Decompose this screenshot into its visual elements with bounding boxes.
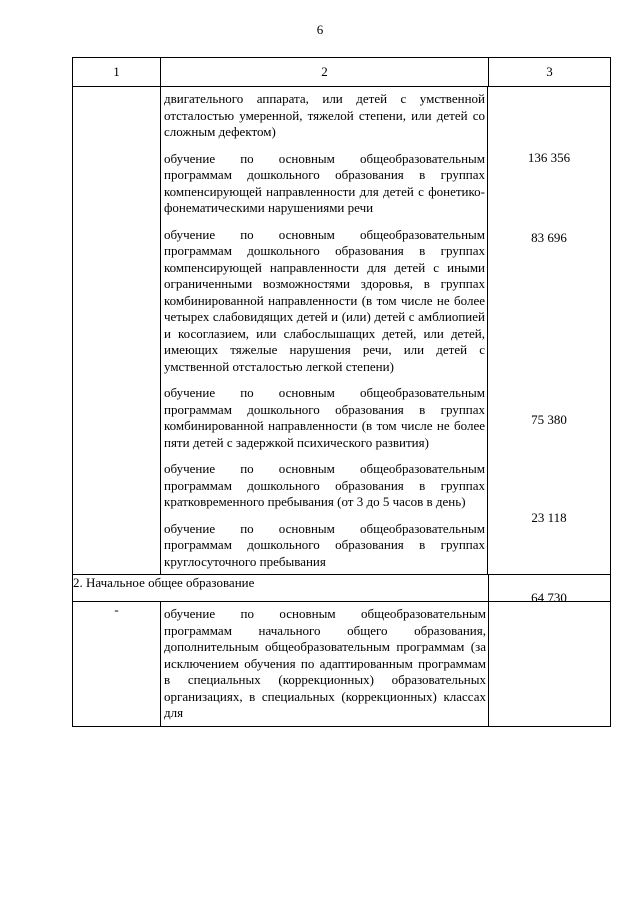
section2-text: обучение по основным общеобразовательным программам начального общего образования, дополнительным общеобразовательным программам (за исключением обучения по адаптированным программам в специальных (коррекционных) образовательных организациях, в специальных (коррекционных) классах для: [164, 606, 486, 720]
item-text-2: обучение по основным общеобразовательным программам дошкольного образования в группах компенсирующей направленности для детей с иными ограниченными возможностями здоровья, в группах комбинированной направленности (в том числе не более четырех слабовидящих детей и (или) детей с амблиопией и косоглазием, или слабослышащих детей, или детей, имеющих тяжелые нарушения речи, или детей с умственной отсталостью легкой степени): [164, 226, 485, 374]
continuation-text: двигательного аппарата, или детей с умственной отсталостью умеренной, тяжелой степени, или детей со сложным дефектом): [164, 91, 485, 139]
item-amount-5: 64 730: [531, 590, 567, 605]
row-col-1: [73, 87, 161, 575]
data-table: [72, 57, 611, 727]
page-number: 6: [316, 22, 324, 37]
section2-col-1: -: [73, 602, 161, 727]
table-row: [73, 87, 611, 575]
header-col-3: 3: [489, 58, 611, 87]
item-text-3: обучение по основным общеобразовательным программам дошкольного образования в группах комбинированной направленности (в том числе не более пяти детей с задержкой психического развития): [164, 385, 485, 450]
table-header-row: [73, 58, 611, 87]
header-col-2: 2: [161, 58, 489, 87]
section2-text-cell: [161, 602, 489, 727]
amounts-column: [488, 87, 610, 605]
item-text-5: обучение по основным общеобразовательным программам дошкольного образования в группах круглосуточного пребывания: [164, 520, 485, 569]
table-row: [73, 602, 611, 727]
section2-amount-empty: [489, 602, 611, 727]
section-title: 2. Начальное общее образование: [73, 575, 489, 602]
item-text-4: обучение по основным общеобразовательным программам дошкольного образования в группах кратковременного пребывания (от 3 до 5 часов в день): [164, 461, 485, 509]
item-text-1: обучение по основным общеобразовательным программам дошкольного образования в группах компенсирующей направленности для детей с фонетико-фонематическими нарушениями речи: [164, 150, 485, 215]
item-amount-4: 23 118: [531, 510, 567, 525]
item-amount-2: 83 696: [531, 230, 567, 245]
item-amount-1: 136 356: [527, 150, 571, 165]
header-col-1: 1: [73, 58, 161, 87]
item-amount-3: 75 380: [531, 412, 567, 427]
